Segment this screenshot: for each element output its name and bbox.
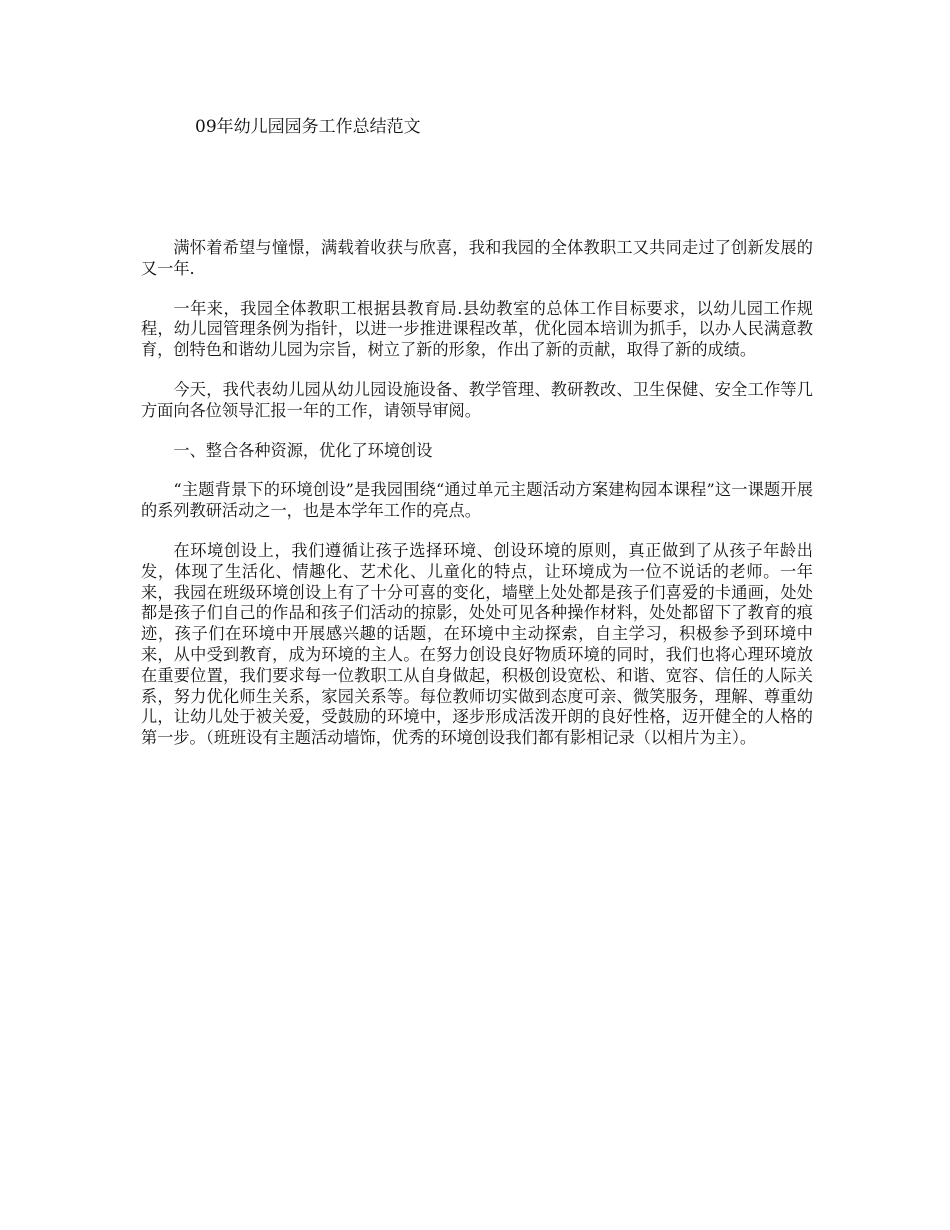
document-body bbox=[141, 238, 813, 768]
paragraph-environment-details: 在环境创设上，我们遵循让孩子选择环境、创设环境的原则，真正做到了从孩子年龄出发，体现了生活化、情趣化、艺术化、儿童化的特点，让环境成为一位不说话的老师。一年来，我园在班级环境创设上有了十分可喜的变化，墙壁上处处都是孩子们喜爱的卡通画，处处都是孩子们自己的作品和孩子们活动的掠影，处处可见各种操作材料，处处都留下了教育的痕迹，孩子们在环境中开展感兴趣的话题，在环境中主动探索，自主学习，积极参予到环境中来，从中受到教育，成为环境的主人。在努力创设良好物质环境的同时，我们也将心理环境放在重要位置，我们要求每一位教职工从自身做起，积极创设宽松、和谐、宽容、信任的人际关系，努力优化师生关系，家园关系等。每位教师切实做到态度可亲、微笑服务，理解、尊重幼儿，让幼儿处于被关爱，受鼓励的环境中，逐步形成活泼开朗的良好性格，迈开健全的人格的第一步。（班班设有主题活动墙饰，优秀的环境创设我们都有影相记录（以相片为主）。 bbox=[141, 540, 813, 748]
paragraph-theme-environment: “主题背景下的环境创设”是我园围绕“通过单元主题活动方案建构园本课程”这一课题开展的系列教研活动之一，也是本学年工作的亮点。 bbox=[141, 480, 813, 521]
paragraph-intro: 满怀着希望与憧憬，满载着收获与欣喜，我和我园的全体教职工又共同走过了创新发展的又一年. bbox=[141, 238, 813, 278]
paragraph-overview: 一年来，我园全体教职工根据县教育局.县幼教室的总体工作目标要求，以幼儿园工作规程，幼儿园管理条例为指针，以进一步推进课程改革，优化园本培训为抓手，以办人民满意教育，创特色和谐幼儿园为宗旨，树立了新的形象，作出了新的贡献，取得了新的成绩。 bbox=[141, 298, 813, 360]
paragraph-report-scope: 今天，我代表幼儿园从幼儿园设施设备、教学管理、教研教改、卫生保健、安全工作等几方面向各位领导汇报一年的工作，请领导审阅。 bbox=[141, 379, 813, 420]
section-heading-1: 一、整合各种资源，优化了环境创设 bbox=[173, 440, 433, 460]
document-title: 09年幼儿园园务工作总结范文 bbox=[195, 117, 421, 137]
